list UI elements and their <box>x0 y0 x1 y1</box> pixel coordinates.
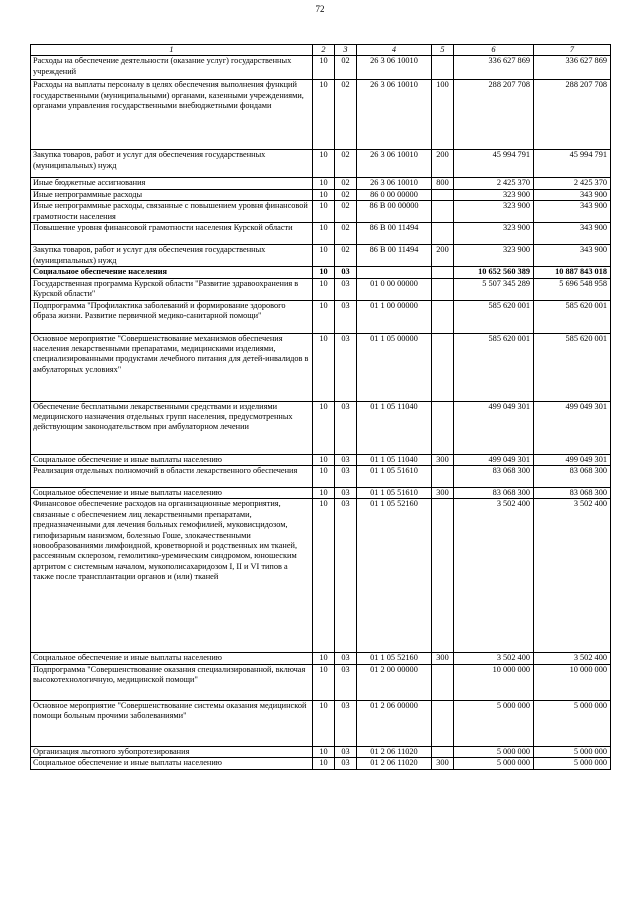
subsection-code: 03 <box>335 466 357 488</box>
table-row <box>31 466 611 488</box>
table-row <box>31 653 611 664</box>
target-article-code: 01 1 05 52160 <box>357 499 432 653</box>
expense-type-code <box>432 466 454 488</box>
section-code: 10 <box>313 245 335 267</box>
target-article-code: 01 2 06 11020 <box>357 746 432 757</box>
table-row <box>31 454 611 465</box>
amount-year-1: 3 502 400 <box>454 499 534 653</box>
expense-type-code: 200 <box>432 245 454 267</box>
subsection-code: 03 <box>335 488 357 499</box>
subsection-code: 03 <box>335 401 357 454</box>
subsection-code: 02 <box>335 178 357 189</box>
target-article-code: 01 2 06 11020 <box>357 758 432 769</box>
expense-type-code: 300 <box>432 653 454 664</box>
row-name: Реализация отдельных полномочий в области лекарственного обеспечения <box>31 466 313 488</box>
table-row <box>31 189 611 200</box>
target-article-code: 01 0 00 00000 <box>357 278 432 300</box>
amount-year-2: 5 000 000 <box>534 758 611 769</box>
amount-year-1: 585 620 001 <box>454 300 534 333</box>
subsection-code: 03 <box>335 267 357 278</box>
amount-year-2: 83 068 300 <box>534 488 611 499</box>
target-article-code: 01 1 05 51610 <box>357 488 432 499</box>
target-article-code: 26 3 06 10010 <box>357 150 432 178</box>
section-code: 10 <box>313 201 335 223</box>
row-name: Организация льготного зубопротезирования <box>31 746 313 757</box>
amount-year-1: 336 627 869 <box>454 56 534 80</box>
table-row <box>31 278 611 300</box>
table-row <box>31 499 611 653</box>
target-article-code: 26 3 06 10010 <box>357 80 432 150</box>
subsection-code: 03 <box>335 499 357 653</box>
section-code: 10 <box>313 150 335 178</box>
table-row <box>31 150 611 178</box>
table-row <box>31 758 611 769</box>
subsection-code: 03 <box>335 700 357 746</box>
table-row <box>31 746 611 757</box>
subsection-code: 02 <box>335 80 357 150</box>
section-code: 10 <box>313 488 335 499</box>
amount-year-2: 343 900 <box>534 189 611 200</box>
section-code: 10 <box>313 758 335 769</box>
section-code: 10 <box>313 499 335 653</box>
subsection-code: 02 <box>335 223 357 245</box>
table-row <box>31 223 611 245</box>
table-header-row <box>31 45 611 56</box>
section-code: 10 <box>313 700 335 746</box>
amount-year-1: 323 900 <box>454 189 534 200</box>
amount-year-1: 288 207 708 <box>454 80 534 150</box>
section-code: 10 <box>313 401 335 454</box>
amount-year-2: 10 887 843 018 <box>534 267 611 278</box>
row-name: Обеспечение бесплатными лекарственными средствами и изделиями медицинского назначения отдельных групп населения, предусмотренных действующим законодательством при амбулаторном лечении <box>31 401 313 454</box>
page-number: 72 <box>315 4 325 14</box>
amount-year-1: 5 507 345 289 <box>454 278 534 300</box>
table-row <box>31 80 611 150</box>
row-name: Социальное обеспечение и иные выплаты населению <box>31 653 313 664</box>
amount-year-2: 343 900 <box>534 223 611 245</box>
expense-type-code: 300 <box>432 454 454 465</box>
row-name: Государственная программа Курской области "Развитие здравоохранения в Курской области" <box>31 278 313 300</box>
target-article-code: 01 1 05 11040 <box>357 454 432 465</box>
row-name: Расходы на обеспечение деятельности (оказание услуг) государственных учреждений <box>31 56 313 80</box>
expense-type-code <box>432 267 454 278</box>
target-article-code: 26 3 06 10010 <box>357 56 432 80</box>
amount-year-2: 288 207 708 <box>534 80 611 150</box>
table-row <box>31 300 611 333</box>
table-row <box>31 488 611 499</box>
amount-year-1: 10 000 000 <box>454 664 534 700</box>
expense-type-code: 300 <box>432 488 454 499</box>
amount-year-1: 45 994 791 <box>454 150 534 178</box>
target-article-code: 86 0 00 00000 <box>357 189 432 200</box>
table-row <box>31 700 611 746</box>
subsection-code: 02 <box>335 245 357 267</box>
expense-type-code: 100 <box>432 80 454 150</box>
subsection-code: 02 <box>335 201 357 223</box>
table-row <box>31 178 611 189</box>
target-article-code: 01 1 00 00000 <box>357 300 432 333</box>
amount-year-2: 5 000 000 <box>534 746 611 757</box>
section-code: 10 <box>313 223 335 245</box>
target-article-code: 26 3 06 10010 <box>357 178 432 189</box>
expense-type-code <box>432 664 454 700</box>
amount-year-1: 3 502 400 <box>454 653 534 664</box>
expense-type-code <box>432 333 454 401</box>
amount-year-2: 83 068 300 <box>534 466 611 488</box>
expense-type-code <box>432 201 454 223</box>
section-code: 10 <box>313 56 335 80</box>
amount-year-2: 5 696 548 958 <box>534 278 611 300</box>
expense-type-code: 800 <box>432 178 454 189</box>
row-name: Социальное обеспечение населения <box>31 267 313 278</box>
expense-type-code <box>432 700 454 746</box>
subsection-code: 03 <box>335 758 357 769</box>
row-name: Социальное обеспечение и иные выплаты населению <box>31 488 313 499</box>
amount-year-1: 499 049 301 <box>454 454 534 465</box>
budget-table <box>30 44 611 770</box>
amount-year-2: 585 620 001 <box>534 333 611 401</box>
subsection-code: 03 <box>335 454 357 465</box>
amount-year-2: 343 900 <box>534 245 611 267</box>
column-header: 3 <box>335 45 357 56</box>
subsection-code: 03 <box>335 278 357 300</box>
amount-year-2: 5 000 000 <box>534 700 611 746</box>
section-code: 10 <box>313 80 335 150</box>
target-article-code: 86 В 00 11494 <box>357 245 432 267</box>
section-code: 10 <box>313 189 335 200</box>
column-header: 4 <box>357 45 432 56</box>
amount-year-1: 10 652 560 389 <box>454 267 534 278</box>
target-article-code <box>357 267 432 278</box>
amount-year-1: 323 900 <box>454 245 534 267</box>
target-article-code: 01 2 00 00000 <box>357 664 432 700</box>
expense-type-code <box>432 189 454 200</box>
subsection-code: 03 <box>335 664 357 700</box>
section-code: 10 <box>313 333 335 401</box>
target-article-code: 01 1 05 11040 <box>357 401 432 454</box>
column-header: 1 <box>31 45 313 56</box>
amount-year-2: 336 627 869 <box>534 56 611 80</box>
section-code: 10 <box>313 267 335 278</box>
row-name: Закупка товаров, работ и услуг для обеспечения государственных (муниципальных) нужд <box>31 150 313 178</box>
target-article-code: 01 2 06 00000 <box>357 700 432 746</box>
amount-year-2: 499 049 301 <box>534 454 611 465</box>
section-code: 10 <box>313 664 335 700</box>
expense-type-code <box>432 401 454 454</box>
row-name: Иные непрограммные расходы <box>31 189 313 200</box>
section-code: 10 <box>313 653 335 664</box>
amount-year-2: 3 502 400 <box>534 653 611 664</box>
expense-type-code <box>432 746 454 757</box>
amount-year-1: 585 620 001 <box>454 333 534 401</box>
expense-type-code <box>432 56 454 80</box>
amount-year-2: 585 620 001 <box>534 300 611 333</box>
row-name: Основное мероприятие "Совершенствование механизмов обеспечения населения лекарственными препаратами, медицинскими изделиями, специализированными продуктами лечебного питания для детей-инвалидов в амбулаторных условиях" <box>31 333 313 401</box>
section-code: 10 <box>313 746 335 757</box>
section-code: 10 <box>313 278 335 300</box>
row-name: Повышение уровня финансовой грамотности населения Курской области <box>31 223 313 245</box>
row-name: Закупка товаров, работ и услуг для обеспечения государственных (муниципальных) нужд <box>31 245 313 267</box>
column-header: 2 <box>313 45 335 56</box>
row-name: Иные бюджетные ассигнования <box>31 178 313 189</box>
section-code: 10 <box>313 178 335 189</box>
section-code: 10 <box>313 466 335 488</box>
row-name: Подпрограмма "Профилактика заболеваний и формирование здорового образа жизни. Развитие первичной медико-санитарной помощи" <box>31 300 313 333</box>
amount-year-1: 5 000 000 <box>454 746 534 757</box>
section-code: 10 <box>313 454 335 465</box>
expense-type-code <box>432 499 454 653</box>
expense-type-code: 300 <box>432 758 454 769</box>
amount-year-2: 499 049 301 <box>534 401 611 454</box>
amount-year-2: 343 900 <box>534 201 611 223</box>
table-row <box>31 56 611 80</box>
table-row <box>31 201 611 223</box>
amount-year-1: 2 425 370 <box>454 178 534 189</box>
amount-year-1: 323 900 <box>454 223 534 245</box>
row-name: Социальное обеспечение и иные выплаты населению <box>31 758 313 769</box>
subsection-code: 02 <box>335 150 357 178</box>
table-row <box>31 267 611 278</box>
expense-type-code <box>432 278 454 300</box>
target-article-code: 86 В 00 00000 <box>357 201 432 223</box>
amount-year-1: 499 049 301 <box>454 401 534 454</box>
amount-year-1: 323 900 <box>454 201 534 223</box>
row-name: Иные непрограммные расходы, связанные с повышением уровня финансовой грамотности населения <box>31 201 313 223</box>
subsection-code: 02 <box>335 189 357 200</box>
expense-type-code <box>432 300 454 333</box>
target-article-code: 01 1 05 52160 <box>357 653 432 664</box>
amount-year-1: 83 068 300 <box>454 466 534 488</box>
expense-type-code: 200 <box>432 150 454 178</box>
column-header: 6 <box>454 45 534 56</box>
amount-year-2: 3 502 400 <box>534 499 611 653</box>
row-name: Финансовое обеспечение расходов на организационные мероприятия, связанные с обеспечением лиц лекарственными препаратами, предназначенными для лечения больных гемофилией, муковисцидозом, гипофизарным нанизмом, болезнью Гоше, злокачественными новообразованиями лимфоидной, кроветворной и родственных им тканей, рассеянным склерозом, гемолитико-уремическим синдромом, юношеским артритом с системным началом, мукополисахаридозом I, II и VI типов а также после трансплантации органов и (или) тканей <box>31 499 313 653</box>
table-row <box>31 664 611 700</box>
amount-year-1: 5 000 000 <box>454 700 534 746</box>
target-article-code: 86 В 00 11494 <box>357 223 432 245</box>
subsection-code: 02 <box>335 56 357 80</box>
target-article-code: 01 1 05 51610 <box>357 466 432 488</box>
subsection-code: 03 <box>335 300 357 333</box>
section-code: 10 <box>313 300 335 333</box>
column-header: 5 <box>432 45 454 56</box>
amount-year-2: 10 000 000 <box>534 664 611 700</box>
amount-year-1: 83 068 300 <box>454 488 534 499</box>
column-header: 7 <box>534 45 611 56</box>
row-name: Основное мероприятие "Совершенствование системы оказания медицинской помощи больным прочими заболеваниями" <box>31 700 313 746</box>
table-row <box>31 401 611 454</box>
table-row <box>31 333 611 401</box>
amount-year-2: 45 994 791 <box>534 150 611 178</box>
subsection-code: 03 <box>335 653 357 664</box>
row-name: Подпрограмма "Совершенствование оказания специализированной, включая высокотехнологичную, медицинской помощи" <box>31 664 313 700</box>
row-name: Расходы на выплаты персоналу в целях обеспечения выполнения функций государственными (муниципальными) органами, казенными учреждениями, органами управления государственными внебюджетными фондами <box>31 80 313 150</box>
amount-year-1: 5 000 000 <box>454 758 534 769</box>
subsection-code: 03 <box>335 333 357 401</box>
row-name: Социальное обеспечение и иные выплаты населению <box>31 454 313 465</box>
target-article-code: 01 1 05 00000 <box>357 333 432 401</box>
table-row <box>31 245 611 267</box>
subsection-code: 03 <box>335 746 357 757</box>
amount-year-2: 2 425 370 <box>534 178 611 189</box>
expense-type-code <box>432 223 454 245</box>
